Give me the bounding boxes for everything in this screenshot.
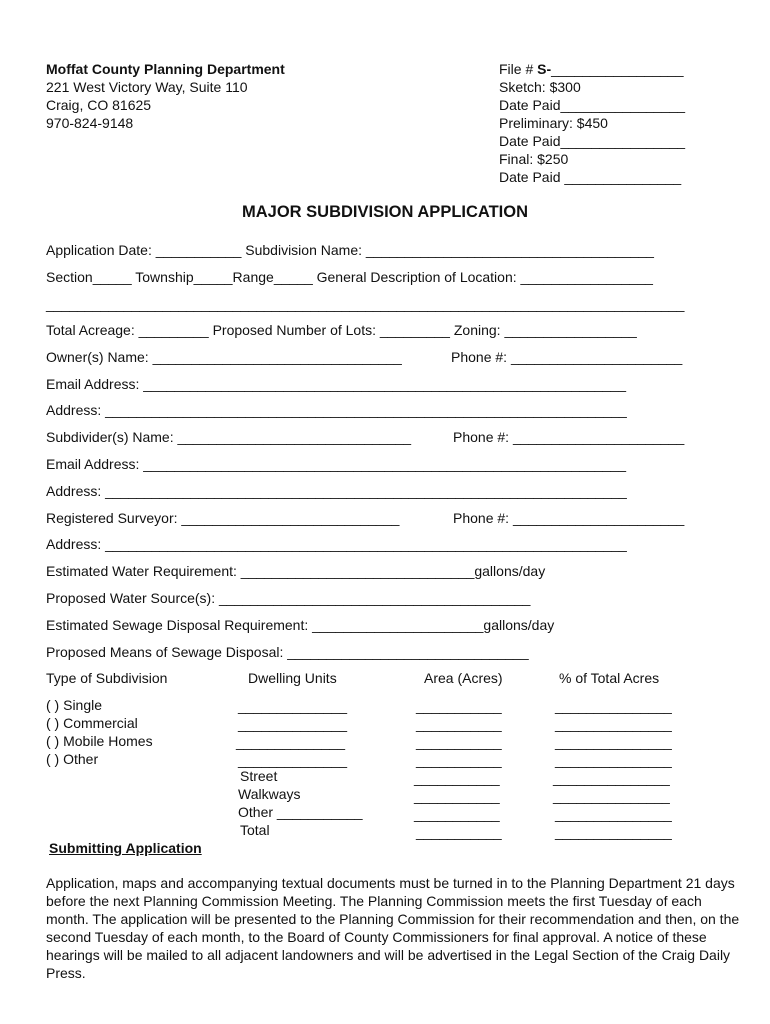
pct-other2-blank[interactable]: _______________ [555, 806, 672, 822]
final-date-paid-field[interactable]: Date Paid _______________ [499, 169, 682, 185]
pct-total-blank[interactable]: _______________ [555, 824, 672, 840]
subdivider-address-field[interactable]: Address: ___________________________________________________________________ [46, 483, 627, 499]
section-township-range-location-line[interactable]: Section_____ Township_____Range_____ General Description of Location: _________________ [46, 269, 653, 285]
area-other-blank[interactable]: ___________ [416, 752, 502, 768]
header-area-acres: Area (Acres) [424, 670, 503, 686]
dwelling-commercial-blank[interactable]: ______________ [238, 716, 348, 732]
department-address-line2: Craig, CO 81625 [46, 97, 152, 113]
pct-street-blank[interactable]: _______________ [553, 770, 670, 786]
owner-address-field[interactable]: Address: ___________________________________________________________________ [46, 402, 627, 418]
surveyor-address-field[interactable]: Address: ___________________________________________________________________ [46, 536, 627, 552]
dwelling-single-blank[interactable]: ______________ [238, 698, 348, 714]
subdivider-name-field[interactable]: Subdivider(s) Name: ______________________________ [46, 429, 412, 445]
owner-email-field[interactable]: Email Address: ______________________________________________________________ [46, 376, 627, 392]
preliminary-fee: Preliminary: $450 [499, 115, 608, 131]
department-phone: 970-824-9148 [46, 115, 134, 131]
file-number-prefix: S- [537, 61, 552, 77]
area-other2-blank[interactable]: ___________ [414, 806, 500, 822]
area-commercial-blank[interactable]: ___________ [416, 716, 502, 732]
row-street-label: Street [240, 768, 278, 784]
header-percent-total-acres: % of Total Acres [559, 670, 660, 686]
page-title: MAJOR SUBDIVISION APPLICATION [241, 203, 529, 221]
file-number-blank: _________________ [551, 61, 684, 77]
submitting-heading: Submitting Application [49, 840, 202, 856]
row-other-field[interactable]: Other ___________ [238, 804, 363, 820]
type-single-checkbox[interactable]: ( ) Single [46, 697, 103, 713]
file-number-label: File # [499, 61, 538, 77]
preliminary-date-paid-field[interactable]: Date Paid________________ [499, 133, 686, 149]
area-walkways-blank[interactable]: ___________ [414, 788, 500, 804]
water-requirement-field[interactable]: Estimated Water Requirement: ______________________________gallons/day [46, 563, 546, 579]
file-number-field[interactable] [499, 60, 684, 78]
dwelling-mobile-homes-blank[interactable]: ______________ [236, 734, 346, 750]
department-address-line1: 221 West Victory Way, Suite 110 [46, 79, 248, 95]
acreage-lots-zoning-line[interactable]: Total Acreage: _________ Proposed Number of Lots: _________ Zoning: _________________ [46, 322, 637, 338]
header-type-of-subdivision: Type of Subdivision [46, 670, 168, 686]
surveyor-phone-field[interactable]: Phone #: ______________________ [453, 510, 685, 526]
area-total-blank[interactable]: ___________ [416, 824, 502, 840]
row-total-label: Total [240, 822, 270, 838]
submitting-paragraph: Application, maps and accompanying textual documents must be turned in to the Planning Department 21 days before the next Planning Commission Meeting. The Planning Commission meets the first Tuesday of each month. The application will be presented to the Planning Commission for their recommendation and then, on the second Tuesday of each month, to the Board of County Commissioners for final approval. A notice of these hearings will be mailed to all adjacent landowners and will be advertised in the Legal Section of the Craig Daily Press. [46, 875, 740, 981]
sewage-means-field[interactable]: Proposed Means of Sewage Disposal: _______________________________ [46, 644, 529, 660]
final-fee: Final: $250 [499, 151, 569, 167]
sewage-requirement-field[interactable]: Estimated Sewage Disposal Requirement: ______________________gallons/day [46, 617, 555, 633]
pct-mobile-homes-blank[interactable]: _______________ [555, 734, 672, 750]
department-name: Moffat County Planning Department [46, 61, 285, 77]
type-commercial-checkbox[interactable]: ( ) Commercial [46, 715, 138, 731]
application-date-subdivision-name-line[interactable]: Application Date: ___________ Subdivision Name: _____________________________________ [46, 242, 654, 258]
water-source-field[interactable]: Proposed Water Source(s): ________________________________________ [46, 590, 531, 606]
sketch-fee: Sketch: $300 [499, 79, 581, 95]
pct-single-blank[interactable]: _______________ [555, 698, 672, 714]
type-mobile-homes-checkbox[interactable]: ( ) Mobile Homes [46, 733, 153, 749]
sketch-date-paid-field[interactable]: Date Paid________________ [499, 97, 686, 113]
pct-commercial-blank[interactable]: _______________ [555, 716, 672, 732]
owner-name-field[interactable]: Owner(s) Name: ________________________________ [46, 349, 402, 365]
header-dwelling-units: Dwelling Units [248, 670, 337, 686]
subdivider-email-field[interactable]: Email Address: ______________________________________________________________ [46, 456, 627, 472]
location-continuation-line[interactable]: __________________________________________________________________________________ [46, 296, 685, 312]
type-other-checkbox[interactable]: ( ) Other [46, 751, 99, 767]
owner-phone-field[interactable]: Phone #: ______________________ [451, 349, 683, 365]
row-walkways-label: Walkways [238, 786, 301, 802]
pct-walkways-blank[interactable]: _______________ [553, 788, 670, 804]
area-single-blank[interactable]: ___________ [416, 698, 502, 714]
subdivider-phone-field[interactable]: Phone #: ______________________ [453, 429, 685, 445]
area-mobile-homes-blank[interactable]: ___________ [416, 734, 502, 750]
dwelling-other-blank[interactable]: ______________ [238, 752, 348, 768]
surveyor-name-field[interactable]: Registered Surveyor: ____________________________ [46, 510, 400, 526]
area-street-blank[interactable]: ___________ [414, 770, 500, 786]
pct-other-blank[interactable]: _______________ [555, 752, 672, 768]
